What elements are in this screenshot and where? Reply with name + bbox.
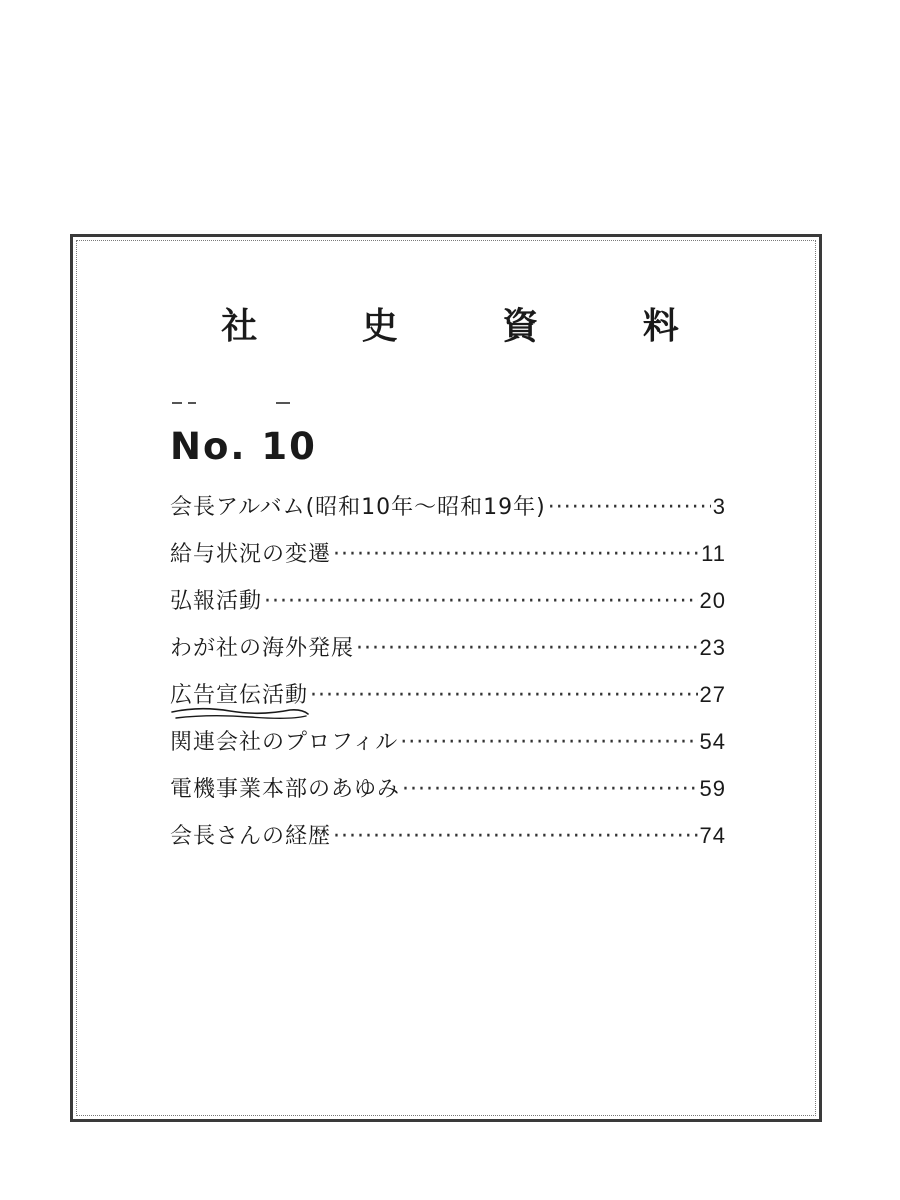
stray-marks	[172, 402, 292, 406]
toc-entry-label: わが社の海外発展	[170, 636, 355, 661]
toc-entry-label: 弘報活動	[170, 589, 263, 614]
dot-leader	[310, 679, 698, 713]
toc-entry-label: 会長さんの経歴	[170, 824, 332, 849]
toc-entry[interactable]	[170, 631, 726, 678]
issue-number: No. 10	[170, 425, 317, 468]
toc-entry-label: 関連会社のプロフィル	[170, 730, 399, 755]
toc-entry[interactable]	[170, 537, 726, 584]
toc-entry-page: 74	[699, 823, 726, 848]
table-of-contents	[170, 490, 726, 866]
dot-leader	[356, 632, 698, 666]
dot-leader	[548, 491, 711, 525]
toc-entry-label: 電機事業本部のあゆみ	[170, 777, 401, 802]
toc-entry[interactable]	[170, 772, 726, 819]
toc-entry-page: 59	[699, 776, 726, 801]
toc-entry[interactable]	[170, 678, 726, 725]
toc-entry-page: 3	[712, 494, 726, 519]
dot-leader	[333, 538, 699, 572]
dot-leader	[264, 585, 698, 619]
toc-entry[interactable]	[170, 584, 726, 631]
dot-leader	[333, 820, 698, 854]
toc-entry-page: 23	[699, 635, 726, 660]
toc-entry-page: 20	[699, 588, 726, 613]
document-title: 社 史 資 料	[221, 305, 725, 347]
toc-entry-label: 広告宣伝活動	[170, 683, 309, 708]
toc-entry-label: 給与状況の変遷	[170, 542, 332, 567]
toc-entry-page: 11	[701, 541, 726, 566]
toc-entry[interactable]	[170, 725, 726, 772]
toc-entry[interactable]	[170, 490, 726, 537]
toc-entry-label: 会長アルバム(昭和10年～昭和19年)	[170, 495, 546, 520]
toc-entry[interactable]	[170, 819, 726, 866]
dot-leader	[400, 726, 697, 760]
toc-entry-page: 27	[699, 682, 726, 707]
dot-leader	[402, 773, 698, 807]
toc-entry-page: 54	[699, 729, 726, 754]
